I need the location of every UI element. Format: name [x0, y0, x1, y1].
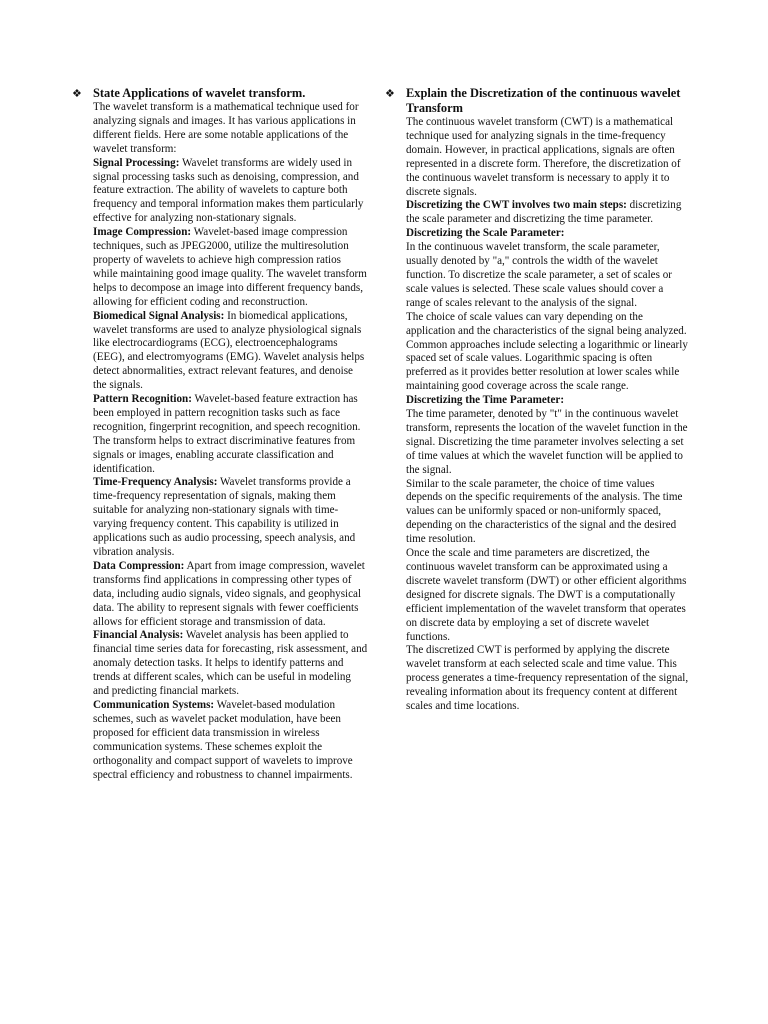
application-text: Wavelet-based modulation schemes, such as wavelet packet modulation, have been proposed for efficient data transmission in wireless communication systems. These schemes exploit the orthogonality and compact support of wavelets to improve spectral efficiency and robustness to channel impairments.: [93, 698, 353, 781]
applications-heading: [72, 86, 368, 101]
steps-title: Discretizing the CWT involves two main steps:: [406, 199, 627, 212]
steps-text: discretizing the scale parameter and discretizing the time parameter.: [406, 199, 682, 226]
application-item: [93, 476, 368, 559]
scale-subheading-text: Discretizing the Scale Parameter:: [406, 227, 565, 240]
left-column: [72, 86, 368, 782]
application-title: Image Compression:: [93, 226, 192, 239]
application-title: Biomedical Signal Analysis:: [93, 309, 225, 322]
scale-paragraph-1: In the continuous wavelet transform, the scale parameter, usually denoted by "a," controls the width of the wavelet function. To discretize the scale parameter, a set of scales or scale values is selected. These scale values should cover a range of scales relevant to the analysis of the signal.: [406, 241, 672, 309]
application-text: Wavelet transforms provide a time-frequency representation of signals, making them suitable for analyzing non-stationary signals with time-varying frequency content. This capability is utilized in applications such as audio processing, speech analysis, and vibration analysis.: [93, 476, 356, 558]
applications-heading-text: State Applications of wavelet transform.: [93, 86, 306, 100]
application-item: [93, 560, 368, 630]
application-item: [93, 157, 368, 227]
time-paragraph-2: Similar to the scale parameter, the choice of time values depends on the specific requirements of the analysis. The time values can be uniformly spaced or non-uniformly spaced, depending on the characteristics of the signal and the desired time resolution.: [406, 477, 683, 546]
application-item: [93, 393, 368, 476]
scale-subheading: [406, 227, 690, 241]
diamond-bullet-icon: ❖: [385, 88, 395, 100]
discretization-heading-text: Explain the Discretization of the continuous wavelet Transform: [406, 86, 681, 115]
application-title: Financial Analysis:: [93, 629, 184, 642]
application-item: [93, 226, 368, 309]
application-title: Signal Processing:: [93, 156, 180, 169]
application-text: Apart from image compression, wavelet transforms find applications in compressing other types of data, including audio signals, video signals, and geophysical data. The ability to represent signals with fewer coefficients allows for efficient storage and transmission of data.: [93, 559, 365, 628]
application-title: Communication Systems:: [93, 698, 215, 711]
final-paragraph: The discretized CWT is performed by applying the discrete wavelet transform at each selected scale and time value. This process generates a time-frequency representation of the signal, revealing information about its frequency content at different scales and time locations.: [406, 644, 689, 713]
discretization-body: [385, 116, 690, 714]
application-title: Data Compression:: [93, 559, 185, 572]
scale-paragraph-2: The choice of scale values can vary depending on the application and the characteristics of the signal being analyzed. Common approaches include selecting a logarithmic or linearly spaced set of scale values. Logarithmic spacing is often preferred as it provides better resolution at lower scales while maintaining good coverage across the scale range.: [406, 310, 688, 393]
application-text: Wavelet transforms are widely used in signal processing tasks such as denoising, compression, and feature extraction. The ability of wavelets to capture both frequency and temporal information makes them particularly effective for analyzing non-stationary signals.: [93, 156, 364, 225]
time-subheading-text: Discretizing the Time Parameter:: [406, 394, 565, 407]
application-item: [93, 310, 368, 393]
application-text: Wavelet analysis has been applied to financial time series data for forecasting, risk assessment, and anomaly detection tasks. It helps to identify patterns and trends at different scales, which can be useful in modeling and predicting financial markets.: [93, 629, 368, 698]
application-text: Wavelet-based image compression techniques, such as JPEG2000, utilize the multiresolution property of wavelets to achieve high compression ratios while maintaining good image quality. The wavelet transform helps to decompose an image into different frequency bands, allowing for efficient coding and reconstruction.: [93, 226, 367, 308]
time-subheading: [406, 394, 690, 408]
cwt-intro: The continuous wavelet transform (CWT) is a mathematical technique used for analyzing signals in the time-frequency domain. However, in practical applications, signals are often represented in a discrete form. Therefore, the discretization of the continuous wavelet transform is necessary to apply it to discrete signals.: [406, 116, 681, 198]
applications-intro: The wavelet transform is a mathematical technique used for analyzing signals and images. It has various applications in different fields. Here are some notable applications of the wavelet transform:: [93, 101, 359, 155]
discretization-heading: [385, 86, 690, 116]
time-paragraph-1: The time parameter, denoted by "t" in the continuous wavelet transform, represents the location of the wavelet function in the signal. Discretizing the time parameter involves selecting a set of time values at which the wavelet function will be applied to the signal.: [406, 408, 688, 476]
application-title: Pattern Recognition:: [93, 393, 192, 406]
right-column: [385, 86, 690, 714]
application-title: Time-Frequency Analysis:: [93, 476, 218, 489]
steps-paragraph: [406, 199, 690, 227]
dwt-paragraph: Once the scale and time parameters are discretized, the continuous wavelet transform can be approximated using a discrete wavelet transform (DWT) or other efficient algorithms designed for discrete signals. The DWT is a computationally efficient implementation of the wavelet transform that operates on discrete data by employing a set of discrete wavelet functions.: [406, 547, 687, 643]
application-text: Wavelet-based feature extraction has been employed in pattern recognition tasks such as face recognition, fingerprint recognition, and speech recognition. The transform helps to extract discriminative features from signals or images, enabling accurate classification and identification.: [93, 393, 361, 475]
applications-body: [72, 101, 368, 782]
application-item: [93, 629, 368, 699]
application-item: [93, 699, 368, 782]
diamond-bullet-icon: ❖: [72, 88, 82, 100]
application-text: In biomedical applications, wavelet transforms are used to analyze physiological signals like electrocardiograms (ECG), electroencephalograms (EEG), and electromyograms (EMG). Wavelet analysis helps detect abnormalities, extract relevant features, and denoise the signals.: [93, 309, 365, 392]
